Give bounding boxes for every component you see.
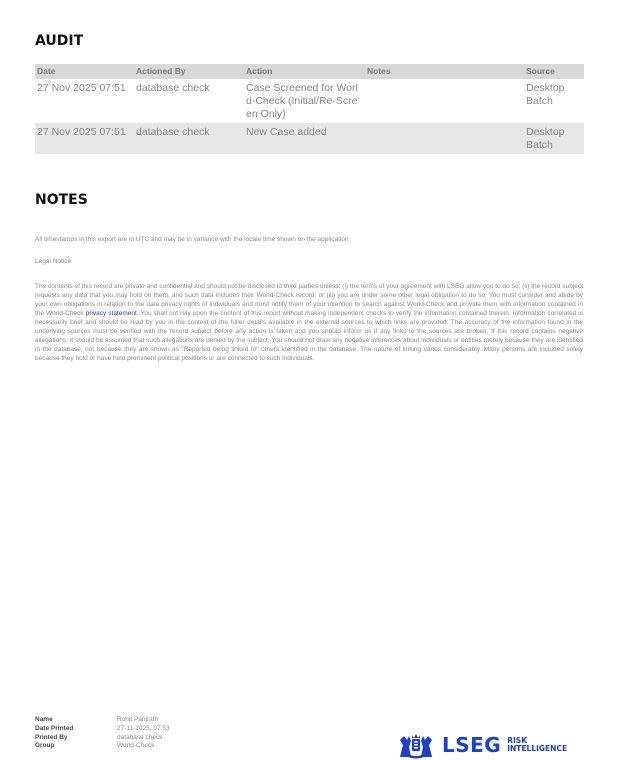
column-header-date: Date	[35, 64, 134, 79]
tagline-line-1: RISK	[507, 735, 528, 745]
audit-section-title: AUDIT	[35, 33, 84, 49]
cell-date: 27 Nov 2025 07:51	[37, 82, 126, 94]
legal-notice-text	[35, 282, 583, 363]
timestamp-note: All timestamps in this export are in UTC and may be in variance with the locale time shown on the application	[35, 236, 349, 243]
cell-notes	[365, 79, 524, 123]
column-header-action: Action	[244, 64, 365, 79]
notes-section-title: NOTES	[35, 192, 88, 208]
cell-action: New Case added	[244, 123, 365, 154]
lseg-logo	[396, 730, 567, 760]
meta-row-date-printed	[35, 725, 170, 734]
privacy-statement-link[interactable]: privacy statement	[85, 310, 137, 317]
meta-label: Name	[35, 716, 53, 723]
meta-row-printed-by	[35, 734, 170, 743]
legal-text-part-2: . You shall not rely upon the content of this report without making independent checks to verify the information contained therein. Information correlated is necessarily brief and should be read by you in the context of the fuller details available in the external sources to which links are provided. The accuracy of the information found in the underlying sources must be verified with the record subject before any action is taken and you should inform us if any links to the sources are broken. If this record contains negative allegations, it should be assumed that such allegations are denied by the subject. You should not draw any negative inferences about individuals or entities merely because they are identified in the database, nor because they are shown as "Reported being linked to" others identified in the database. The nature of linking varies considerably. Many persons are included solely because they hold or have held prominent political positions or are connected to such individuals.	[35, 310, 584, 362]
cell-date: 27 Nov 2025 07:51	[35, 123, 134, 154]
audit-header-row	[35, 64, 584, 79]
lions-crest-icon	[396, 731, 436, 759]
print-metadata	[35, 716, 170, 751]
cell-source: Desktop Batch	[524, 123, 584, 154]
tagline-line-2: INTELLIGENCE	[507, 744, 568, 753]
meta-label: Date Printed	[35, 724, 74, 732]
meta-row-group	[35, 742, 170, 751]
meta-value: 27-11-2025, 07:53	[117, 724, 170, 732]
meta-row-name	[35, 716, 170, 725]
table-row	[35, 123, 584, 154]
column-header-source: Source	[524, 64, 584, 79]
legal-text-part-1: The contents of this record are private and confidential and should not be disclosed to third parties unless: (i) the terms of your agreement with LSEG allow you to do so; (ii) the record subject requests any data that you may hold on them, and such data includes their World-Check record; or (iii) you are under some other legal obligation to do so. You must consider and abide by your own obligations in relation to the data privacy rights of individuals and must notify them of your intention to search against World-Check and provide them with information contained in the World-Check	[35, 283, 583, 317]
cell-actioned-by: database check	[136, 82, 210, 94]
meta-value: database check	[117, 733, 163, 741]
lseg-wordmark: LSEG	[442, 733, 502, 757]
risk-intelligence-tagline	[507, 737, 567, 754]
meta-label: Group	[35, 742, 55, 750]
column-header-notes: Notes	[365, 64, 524, 79]
meta-value: Rohit Panjrath	[117, 716, 159, 723]
cell-actioned-by: database check	[134, 123, 244, 154]
cell-notes	[365, 123, 524, 154]
cell-source: Desktop Batch	[526, 82, 565, 107]
legal-notice-heading: Legal Notice	[35, 258, 72, 265]
meta-label: Printed By	[35, 733, 68, 741]
column-header-actioned-by: Actioned By	[134, 64, 244, 79]
audit-table	[35, 64, 584, 154]
table-row	[35, 79, 584, 123]
cell-action: Case Screened for World-Check (Initial/Re-Screen Only)	[246, 82, 358, 120]
meta-value: World-Check	[117, 742, 155, 750]
